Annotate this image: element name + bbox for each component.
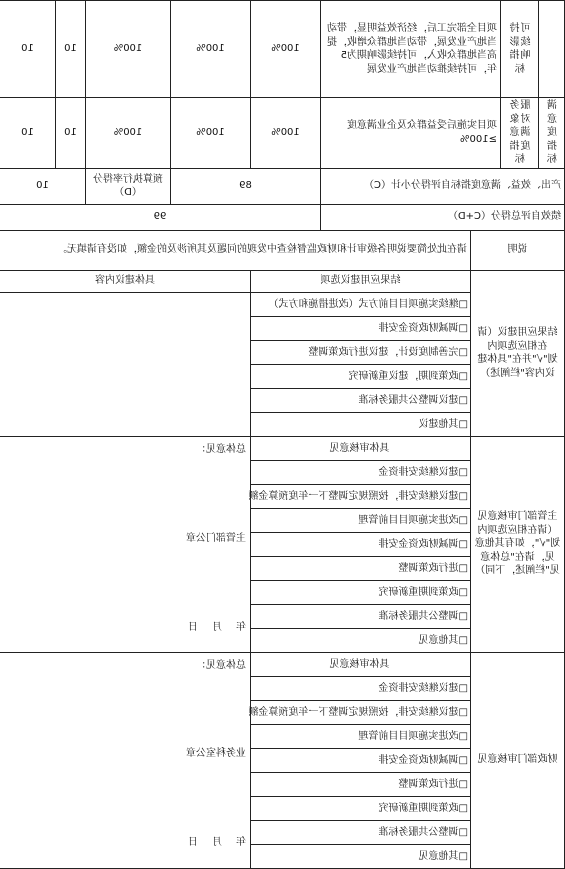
dept-option[interactable]: □建议继续安排资金 (251, 461, 470, 485)
score-full-cell: 10 (56, 98, 86, 169)
explain-row (0, 230, 565, 270)
finance-option[interactable]: □建议继续安排，按照规定调整下一年度预算金额 (251, 701, 470, 725)
finance-seal: 业务科室公章 (186, 748, 246, 760)
suggest-options-list (251, 292, 471, 436)
score-self-cell: 10 (0, 1, 56, 98)
subtotal-value: 89 (171, 168, 321, 204)
suggest-option[interactable]: □继续实施项目目前方式（改进措施和方式） (251, 293, 470, 317)
finance-review-row (0, 652, 565, 868)
finance-option[interactable]: □进行政策调整 (251, 773, 470, 797)
suggest-option[interactable]: □政策到期，建议重新研究 (251, 365, 470, 389)
actual-value-cell: 100% (171, 98, 251, 169)
dept-option[interactable]: □建议继续安排，按照规定调整下一年度预算金额 (251, 485, 470, 509)
dept-options-list (248, 436, 471, 652)
subtotal-row (0, 168, 565, 204)
subcategory-cell: 服务对象满意度指标 (501, 98, 539, 169)
table-row (0, 98, 565, 169)
finance-option[interactable]: □建议继续安排资金 (251, 677, 470, 701)
year-label: 年 (236, 622, 246, 633)
month-label: 月 (212, 837, 222, 848)
budget-exec-label: 预算执行率得分（D） (86, 168, 171, 204)
finance-date (4, 836, 246, 850)
dept-seal: 主管部门公章 (186, 532, 246, 544)
suggest-label: 结果应用建议（请在相应选项内划"√"并在"具体建议内容"栏阐述） (471, 270, 565, 436)
suggest-header-row (0, 270, 565, 292)
dept-review-label: 主管部门审核意见（请在相应选项内划"√"，如有其他意见，请在"总体意见"栏阐述，下同） (471, 436, 565, 652)
finance-option[interactable]: □调整公共服务标准 (251, 821, 470, 845)
completion-cell: 100% (86, 1, 171, 98)
score-full-cell: 10 (56, 1, 86, 98)
score-self-cell: 10 (0, 98, 56, 169)
dept-option[interactable]: □调整公共服务标准 (251, 605, 470, 629)
total-label: 绩效自评总得分（C+D） (321, 204, 565, 230)
budget-exec-value: 10 (0, 168, 86, 204)
explain-label: 说明 (471, 230, 565, 270)
day-label: 日 (188, 837, 198, 848)
indicator-desc-cell: 项目全部完工后，经济效益明显，带动当地产业发展，带动当地群众增收，提高当地群众收入，可持续影响期为5年，可持续推动当地产业发展 (321, 1, 501, 98)
finance-option[interactable]: □调减财政资金安排 (251, 749, 470, 773)
dept-option[interactable]: □调减财政资金安排 (251, 533, 470, 557)
suggest-option[interactable]: □调减财政资金安排 (251, 317, 470, 341)
dept-review-row (0, 436, 565, 652)
table-row (0, 1, 565, 98)
target-value-cell: 100% (251, 1, 321, 98)
finance-option[interactable]: □其他意见 (418, 850, 468, 862)
category-cell (539, 1, 565, 98)
completion-cell: 100% (86, 98, 171, 169)
indicator-desc-cell: 项目实施后受益群众及企业满意度≥100% (321, 98, 501, 169)
total-row (0, 204, 565, 230)
dept-option[interactable]: □其他意见 (418, 634, 468, 646)
finance-review-label: 财政部门审核意见 (471, 652, 565, 868)
month-label: 月 (212, 622, 222, 633)
total-value: 99 (0, 204, 321, 230)
suggest-content-field[interactable] (0, 292, 251, 436)
dept-date (4, 621, 246, 635)
finance-overall-label: 总体意见： (196, 659, 246, 671)
suggest-col-options: 结果应用建议选项 (251, 270, 471, 292)
dept-overall-opinion[interactable] (0, 436, 251, 652)
suggest-option[interactable]: □完善制度设计，建议进行政策调整 (251, 341, 470, 365)
subtotal-label: 产出、效益、满意度指标自评得分小计（C） (321, 168, 565, 204)
finance-option[interactable]: □改进实施项目目前管理 (251, 725, 470, 749)
finance-overall-opinion[interactable] (0, 652, 251, 868)
finance-options-header: 具体审核意见 (251, 653, 470, 677)
year-label: 年 (236, 837, 246, 848)
dept-options-header: 具体审核意见 (251, 437, 470, 461)
suggest-col-content: 具体建议内容 (0, 270, 251, 292)
dept-option[interactable]: □改进实施项目目前管理 (251, 509, 470, 533)
dept-overall-label: 总体意见： (196, 443, 246, 455)
actual-value-cell: 100% (171, 1, 251, 98)
category-cell: 满意度指标 (539, 98, 565, 169)
explain-text: 请在此处简要说明各级审计和财政监督检查中发现的问题及其所涉及的金额，如没有请填无。 (0, 230, 471, 270)
suggest-option[interactable]: □其他建议 (418, 418, 468, 430)
finance-options-list (248, 652, 471, 868)
dept-option[interactable]: □进行政策调整 (251, 557, 470, 581)
dept-option[interactable]: □政策到期重新研究 (251, 581, 470, 605)
finance-option[interactable]: □政策到期重新研究 (251, 797, 470, 821)
target-value-cell: 100% (251, 98, 321, 169)
subcategory-cell: 可持续影响指标 (501, 1, 539, 98)
suggest-option[interactable]: □建议调整公共服务标准 (251, 389, 470, 413)
day-label: 日 (188, 622, 198, 633)
